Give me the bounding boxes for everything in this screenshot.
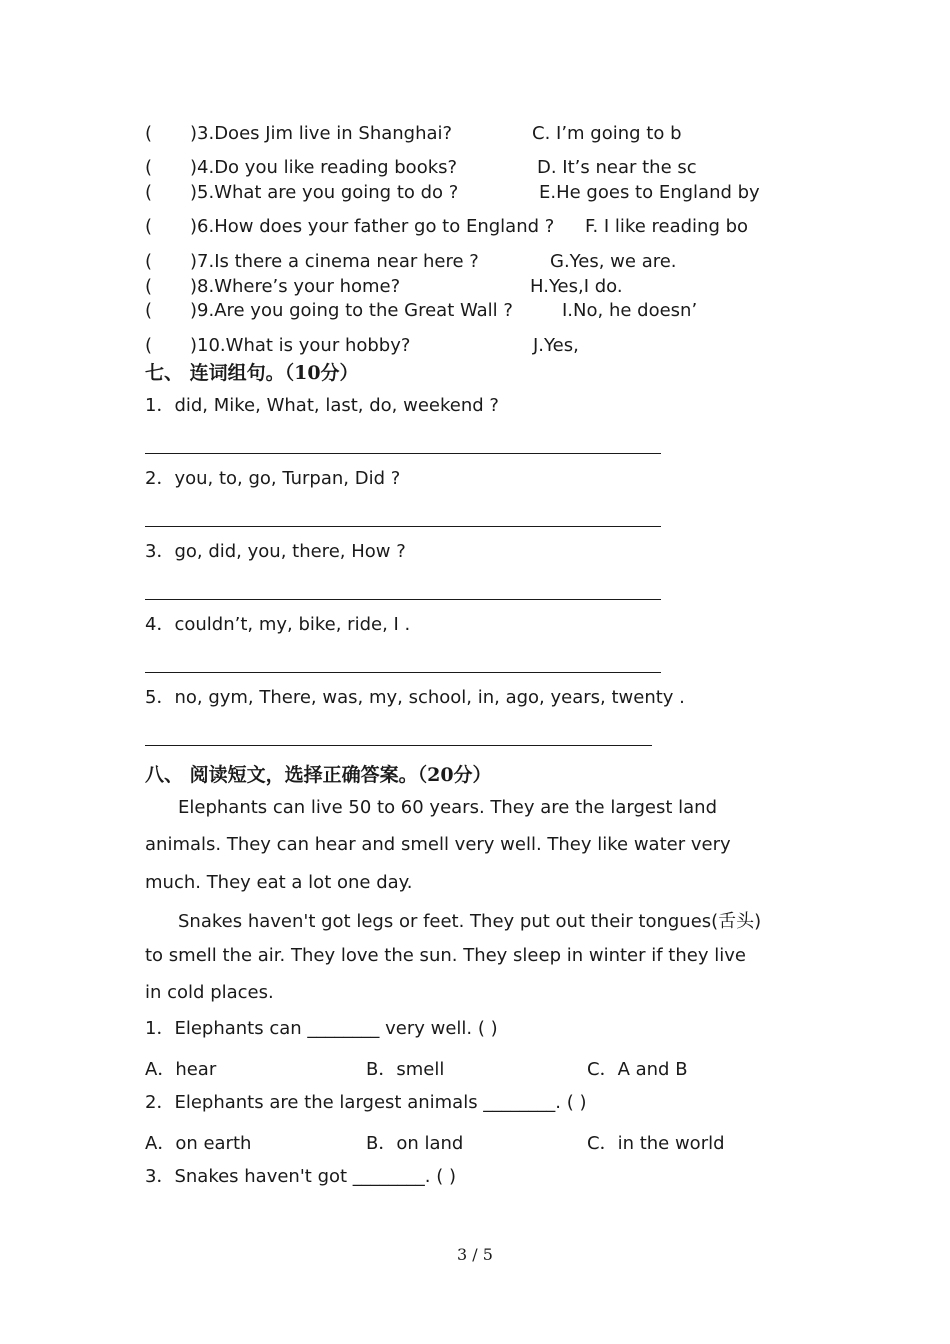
answer-option: C. I’m going to b	[532, 123, 682, 144]
option-c: C．A and B	[587, 1059, 688, 1080]
passage-line: Snakes haven't got legs or feet. They put out their tongues(舌头)	[178, 911, 762, 932]
option-b: B．on land	[366, 1133, 464, 1154]
passage-line: to smell the air. They love the sun. They sleep in winter if they live	[145, 945, 746, 966]
question-text: )8.Where’s your home?	[190, 276, 401, 297]
answer-line-3	[145, 599, 661, 600]
question-stem: 1．Elephants can ________ very well. ( )	[145, 1018, 498, 1039]
answer-blank-paren: (	[145, 335, 153, 356]
passage-line: in cold places.	[145, 982, 274, 1003]
question-text: )9.Are you going to the Great Wall ?	[190, 300, 513, 321]
answer-option: J.Yes,	[533, 335, 579, 356]
answer-line-4	[145, 672, 661, 673]
answer-blank-paren: (	[145, 182, 153, 203]
answer-blank-paren: (	[145, 276, 153, 297]
answer-option: I.No, he doesn’	[562, 300, 698, 321]
question-stem: 3．Snakes haven't got ________. ( )	[145, 1166, 457, 1187]
section-7-heading: 七、 连词组句。（10分）	[145, 362, 359, 384]
word-order-item-5: 5．no, gym, There, was, my, school, in, ago, years, twenty .	[145, 687, 685, 708]
answer-option: F. I like reading bo	[585, 216, 749, 237]
answer-line-2	[145, 526, 661, 527]
option-a: A．hear	[145, 1059, 217, 1080]
answer-blank-paren: (	[145, 216, 153, 237]
passage-line: Elephants can live 50 to 60 years. They are the largest land	[178, 797, 717, 818]
answer-option: E.He goes to England by	[539, 182, 760, 203]
question-text: )7.Is there a cinema near here ?	[190, 251, 479, 272]
question-stem: 2．Elephants are the largest animals ________. ( )	[145, 1092, 587, 1113]
option-c: C．in the world	[587, 1133, 725, 1154]
section-8-heading: 八、 阅读短文，选择正确答案。（20分）	[145, 764, 492, 786]
answer-blank-paren: (	[145, 300, 153, 321]
answer-option: D. It’s near the sc	[537, 157, 697, 178]
page-number: 3 / 5	[457, 1245, 493, 1264]
word-order-item-3: 3．go, did, you, there, How ?	[145, 541, 406, 562]
question-text: )10.What is your hobby?	[190, 335, 411, 356]
answer-line-5	[145, 745, 652, 746]
option-b: B．smell	[366, 1059, 445, 1080]
answer-option: H.Yes,I do.	[530, 276, 623, 297]
passage-line: animals. They can hear and smell very well. They like water very	[145, 834, 731, 855]
answer-line-1	[145, 453, 661, 454]
question-text: )6.How does your father go to England ?	[190, 216, 555, 237]
answer-blank-paren: (	[145, 251, 153, 272]
word-order-item-1: 1．did, Mike, What, last, do, weekend ?	[145, 395, 499, 416]
question-text: )3.Does Jim live in Shanghai?	[190, 123, 453, 144]
answer-option: G.Yes, we are.	[550, 251, 677, 272]
option-a: A．on earth	[145, 1133, 252, 1154]
word-order-item-2: 2．you, to, go, Turpan, Did ?	[145, 468, 401, 489]
question-text: )5.What are you going to do ?	[190, 182, 459, 203]
question-text: )4.Do you like reading books?	[190, 157, 458, 178]
passage-line: much. They eat a lot one day.	[145, 872, 413, 893]
word-order-item-4: 4．couldn’t, my, bike, ride, I .	[145, 614, 411, 635]
answer-blank-paren: (	[145, 157, 153, 178]
answer-blank-paren: (	[145, 123, 153, 144]
